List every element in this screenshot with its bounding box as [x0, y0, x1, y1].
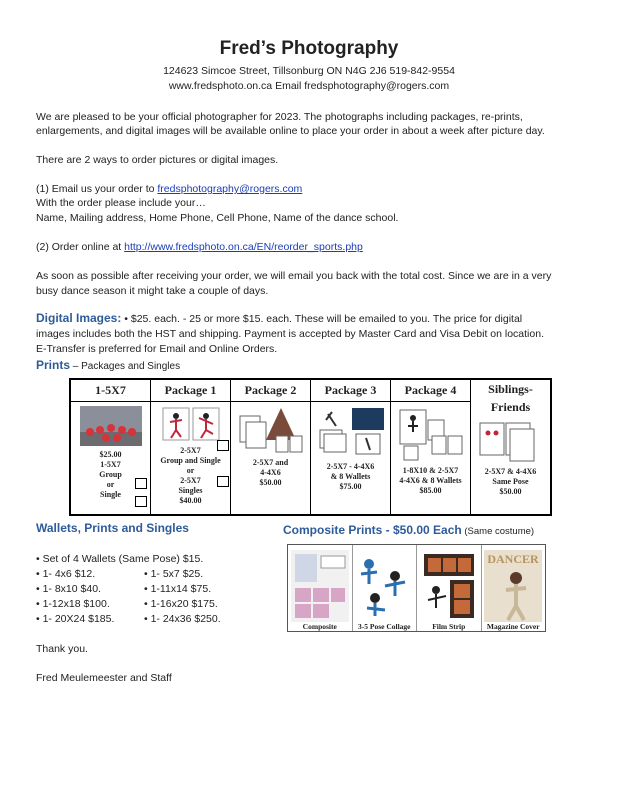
package-siblings — [471, 380, 550, 514]
composite-heading: Composite Prints - $50.00 Each — [283, 523, 462, 537]
option-1-prefix: (1) Email us your order to — [36, 183, 158, 195]
list-item: • 1- 5x7 $25. — [144, 568, 204, 580]
list-item: • 1-12x18 $100. — [36, 598, 110, 610]
package-1-checkbox-bottom[interactable] — [213, 476, 229, 487]
single-checkbox[interactable] — [131, 496, 147, 507]
address-line: 124623 Simcoe Street, Tillsonburg ON N4G 2J6 519-842-9554 — [163, 65, 455, 77]
group-photo-thumbnail — [80, 406, 142, 446]
magazine-image — [484, 550, 542, 622]
magazine-title: DANCER — [487, 552, 539, 566]
collage-label: 3-5 Pose Collage — [358, 622, 411, 631]
dancer-photos-thumbnail — [161, 406, 221, 442]
package-details: 2-5X7 and 4-4X6 $50.00 — [252, 458, 289, 487]
digital-line-2: images includes both the HST and shipping. Payment is accepted by Master Card and Visa Debit on location. — [36, 328, 544, 340]
option-1-line — [36, 182, 302, 196]
package-details: 2-5X7 & 4-4X6 Same Pose $50.00 — [484, 467, 537, 496]
prints-list-right — [144, 567, 221, 627]
package-header: 1-5X7 — [71, 380, 150, 402]
option-group: Group — [99, 470, 122, 479]
film-strip-label: Film Strip — [432, 622, 466, 631]
prints-line — [36, 358, 180, 374]
group-checkbox[interactable] — [131, 478, 147, 489]
composite-label: Composite — [302, 622, 337, 631]
list-item: • 1-16x20 $175. — [144, 598, 218, 610]
ways-text: There are 2 ways to order pictures or digital images. — [36, 154, 279, 166]
wallets-heading: Wallets, Prints and Singles — [36, 521, 189, 535]
package-header: Package 3 — [311, 380, 390, 402]
email-link[interactable]: fredsphotography@rogers.com — [157, 183, 303, 195]
prints-list-left — [36, 567, 114, 627]
followup-line-2: busy dance season it might take a couple of days. — [36, 285, 269, 297]
thanks-text: Thank you. — [36, 643, 88, 655]
package-header: Package 4 — [391, 380, 470, 402]
composite-image — [291, 550, 349, 622]
followup-line-1: As soon as possible after receiving your order, we will email you back with the total cost. Since we are in a very — [36, 270, 552, 282]
list-item: • 1- 4x6 $12. — [36, 568, 96, 580]
digital-line-1 — [36, 311, 522, 326]
prints-subheading: – Packages and Singles — [70, 361, 181, 372]
package-2 — [231, 380, 311, 514]
print-stack-thumbnail — [316, 406, 386, 458]
order-url-link[interactable]: http://www.fredsphoto.on.ca/EN/reorder_sports.php — [124, 241, 363, 253]
option-2-line — [36, 240, 363, 254]
page-title: Fred’s Photography — [219, 38, 399, 59]
option-2-prefix: (2) Order online at — [36, 241, 125, 253]
option-1-details: Name, Mailing address, Home Phone, Cell Phone, Name of the dance school. — [36, 212, 399, 224]
package-header: Siblings- Friends — [488, 382, 533, 414]
package-4 — [391, 380, 471, 514]
package-details: 2-5X7 Group and Single or 2-5X7 Singles $40.00 — [160, 446, 221, 505]
intro-line-1: We are pleased to be your official photographer for 2023. The photographs including packages, re-prints, — [36, 111, 523, 123]
digital-line-3: E-Transfer is preferred for Email and Online Orders. — [36, 343, 278, 355]
package-details: 2-5X7 - 4-4X6 & 8 Wallets $75.00 — [326, 462, 375, 491]
collage-image — [355, 550, 413, 622]
digital-price: • $25. each. - 25 or more $15. each. These will be emailed to you. The price for digital — [121, 313, 523, 325]
digital-heading: Digital Images: — [36, 311, 122, 325]
film-strip-image — [420, 550, 478, 622]
wallets-set: • Set of 4 Wallets (Same Pose) $15. — [36, 553, 204, 565]
list-item: • 1- 8x10 $40. — [36, 583, 101, 595]
list-item: • 1-11x14 $75. — [144, 583, 212, 595]
option-1-include: With the order please include your… — [36, 197, 206, 209]
print-stack-thumbnail — [236, 406, 306, 454]
package-header: Package 1 — [151, 380, 230, 402]
collage-example — [353, 545, 418, 631]
print-stack-thumbnail — [396, 406, 466, 462]
package-header: Package 2 — [231, 380, 310, 402]
prints-heading: Prints — [36, 358, 71, 372]
package-3 — [311, 380, 391, 514]
package-1-checkbox-top[interactable] — [213, 440, 229, 451]
composite-example — [288, 545, 353, 631]
composite-note: (Same costume) — [461, 526, 535, 537]
package-1 — [151, 380, 231, 514]
package-details: 1-8X10 & 2-5X7 4-4X6 & 8 Wallets $85.00 — [399, 466, 462, 495]
intro-line-2: enlargements, and digital images will be available online to place your order in about a week after picture day. — [36, 125, 545, 137]
packages-table — [69, 378, 552, 516]
option-single: Single — [100, 490, 121, 499]
print-stack-thumbnail — [476, 419, 546, 463]
magazine-label: Magazine Cover — [486, 622, 540, 631]
signature-text: Fred Meulemeester and Staff — [36, 672, 172, 684]
film-strip-example — [417, 545, 482, 631]
package-single — [71, 380, 151, 514]
list-item: • 1- 20X24 $185. — [36, 613, 115, 625]
composite-line — [283, 521, 534, 539]
magazine-example — [482, 545, 546, 631]
composite-examples — [287, 544, 546, 632]
package-details: $25.00 1-5X7 Group or Single — [99, 450, 122, 499]
web-email-line: www.fredsphoto.on.ca Email fredsphotography@rogers.com — [168, 80, 450, 92]
list-item: • 1- 24x36 $250. — [144, 613, 221, 625]
